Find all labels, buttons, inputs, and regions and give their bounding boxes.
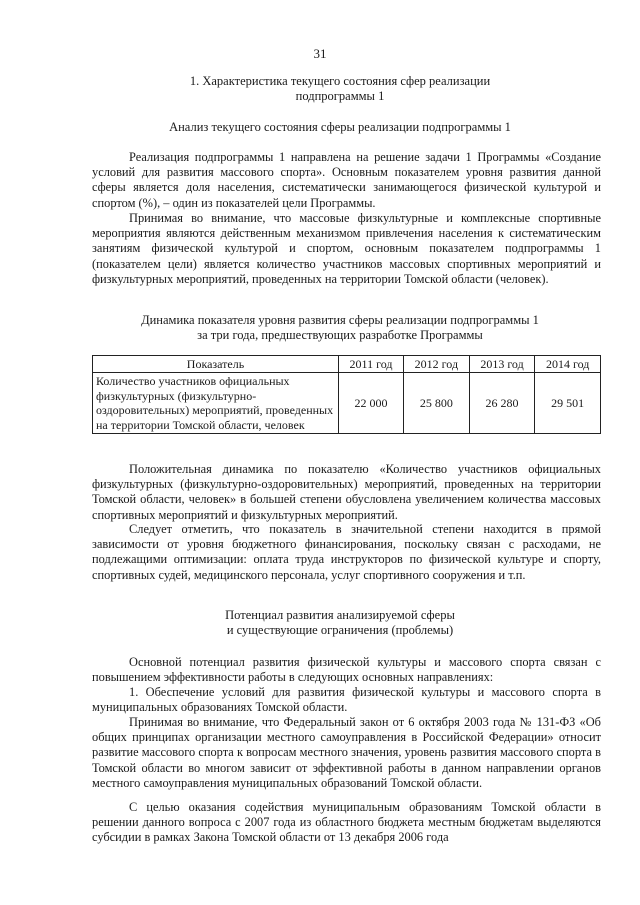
header-2012: 2012 год (404, 356, 470, 373)
section-title (92, 74, 588, 104)
potential-title-line1: Потенциал развития анализируемой сферы (225, 608, 455, 622)
value-2011: 22 000 (339, 373, 404, 434)
paragraph-4: Следует отметить, что показатель в значительной степени находится в прямой зависимости от уровня бюджетного финансирования, поскольку связан с расходами, не подлежащими оптимизации: оплата труда инструкторов по физической культуре и спорту, спортивных судей, медицинского персонала, услуг спортивного сооружения и т.п. (92, 522, 601, 582)
potential-title-line2: и существующие ограничения (проблемы) (226, 623, 454, 637)
header-2013: 2013 год (469, 356, 535, 373)
section-title-line2: подпрограммы 1 (295, 89, 385, 103)
paragraph-7: Принимая во внимание, что Федеральный закон от 6 октября 2003 года № 131-ФЗ «Об общих принципах организации местного самоуправления в Российской Федерации» относит развитие массового спорта к вопросам местного значения, уровень развития массового спорта в Томской области во многом зависит от эффективной работы в данном направлении органов местного самоуправления муниципальных образований Томской области. (92, 715, 601, 790)
paragraph-2: Принимая во внимание, что массовые физкультурные и комплексные спортивные мероприятия являются действенным механизмом привлечения населения к систематическим занятиям физической культурой и спортом, основным показателем подпрограммы 1 (показателем цели) является количество участников массовых спортивных мероприятий и физкультурных мероприятий, проведенных на территории Томской области (человек). (92, 211, 601, 286)
header-2014: 2014 год (535, 356, 601, 373)
paragraph-6: 1. Обеспечение условий для развития физической культуры и массового спорта в муниципальных образованиях Томской области. (92, 685, 601, 715)
indicator-table (92, 355, 601, 434)
header-indicator: Показатель (93, 356, 339, 373)
table-header-row (93, 356, 601, 373)
paragraph-8: С целью оказания содействия муниципальным образованиям Томской области в решении данного вопроса с 2007 года из областного бюджета местным бюджетам выделяются субсидии в рамках Закона Томской области от 13 декабря 2006 года (92, 800, 601, 845)
page-number: 31 (313, 46, 327, 61)
table-caption (92, 313, 588, 343)
value-2012: 25 800 (404, 373, 470, 434)
table-caption-line2: за три года, предшествующих разработке Программы (197, 328, 483, 342)
analysis-title: Анализ текущего состояния сферы реализации подпрограммы 1 (169, 120, 511, 134)
paragraph-3: Положительная динамика по показателю «Количество участников официальных физкультурных (физкультурно-оздоровительных) мероприятий, проведенных на территории Томской области, человек» в большей степени обусловлена увеличением количества массовых спортивных мероприятий и физкультурных мероприятий. (92, 462, 601, 522)
header-2011: 2011 год (339, 356, 404, 373)
section-title-line1: 1. Характеристика текущего состояния сфер реализации (189, 74, 491, 88)
table-row (93, 373, 601, 434)
potential-title (92, 608, 588, 638)
value-2014: 29 501 (535, 373, 601, 434)
paragraph-5: Основной потенциал развития физической культуры и массового спорта связан с повышением эффективности работы в следующих основных направлениях: (92, 655, 601, 685)
value-2013: 26 280 (469, 373, 535, 434)
indicator-name: Количество участников официальных физкультурных (физкультурно-оздоровительных) мероприятий, проведенных на территории Томской области, человек (93, 373, 339, 434)
table-caption-line1: Динамика показателя уровня развития сферы реализации подпрограммы 1 (141, 313, 539, 327)
paragraph-1: Реализация подпрограммы 1 направлена на решение задачи 1 Программы «Создание условий для развития массового спорта». Основным показателем уровня развития данной сферы является доля населения, систематически занимающегося физической культурой и спортом (%), – один из показателей цели Программы. (92, 150, 601, 210)
